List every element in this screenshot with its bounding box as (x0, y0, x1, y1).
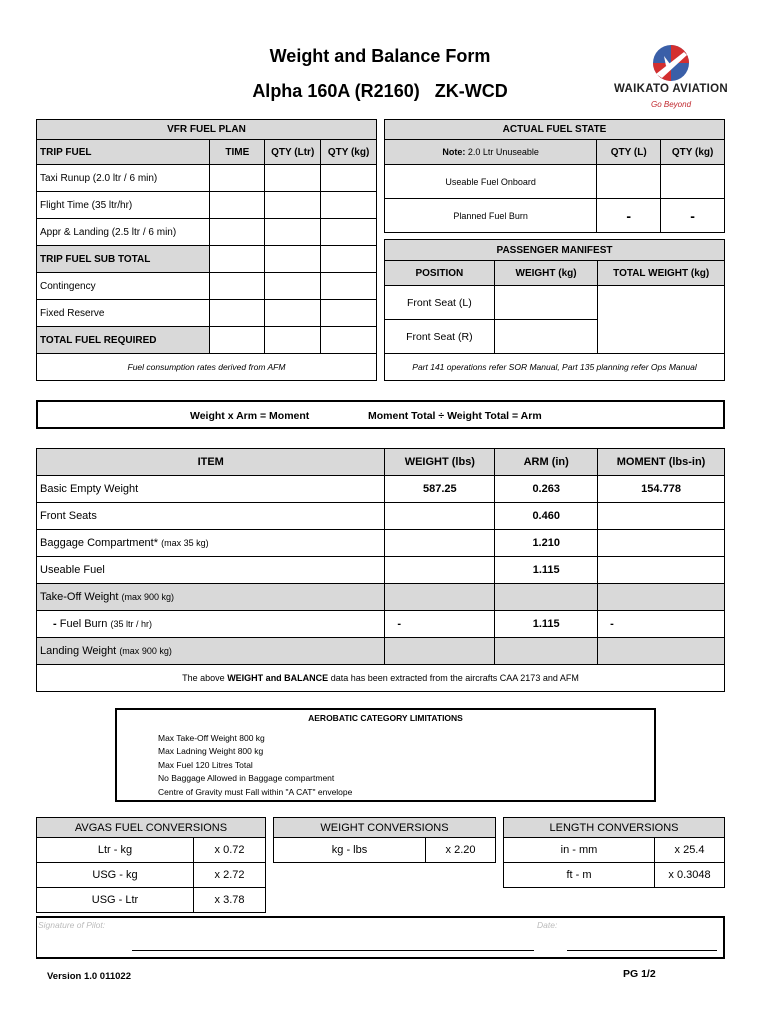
input-cell[interactable] (265, 165, 321, 192)
avgas-title: AVGAS FUEL CONVERSIONS (37, 818, 266, 838)
conv-label: kg - lbs (274, 838, 426, 863)
aerobatic-lines (158, 732, 352, 799)
row-appr-landing: Appr & Landing (2.5 ltr / 6 min) (37, 219, 210, 246)
aerobatic-line: Centre of Gravity must Fall within "A CAT" envelope (158, 786, 353, 797)
input-cell[interactable] (598, 584, 725, 611)
manifest-note: Part 141 operations refer SOR Manual, Part 135 planning refer Ops Manual (385, 354, 725, 381)
input-cell[interactable] (494, 286, 598, 320)
planned-burn-kg: - (661, 199, 725, 233)
input-cell[interactable] (210, 219, 265, 246)
length-conversions (503, 817, 725, 888)
weight-conversions (273, 817, 496, 863)
planned-burn-l: - (597, 199, 661, 233)
input-cell[interactable] (321, 246, 377, 273)
input-cell[interactable] (495, 638, 598, 665)
col-total-weight: TOTAL WEIGHT (kg) (598, 261, 725, 286)
input-cell[interactable] (661, 165, 725, 199)
input-cell[interactable] (210, 273, 265, 300)
input-cell[interactable] (321, 219, 377, 246)
vfr-fuel-plan (36, 119, 377, 381)
col-time: TIME (210, 140, 265, 165)
input-cell[interactable] (321, 192, 377, 219)
date-label: Date: (537, 920, 558, 930)
aerobatic-line: Max Ladning Weight 800 kg (158, 746, 264, 757)
signature-box (36, 916, 725, 959)
page-number: PG 1/2 (623, 968, 656, 980)
logo-tagline: Go Beyond (650, 100, 692, 109)
input-cell[interactable] (265, 327, 321, 354)
bew-moment: 154.778 (598, 476, 725, 503)
conv-label: in - mm (504, 838, 655, 863)
row-front-seat-r: Front Seat (R) (385, 320, 495, 354)
conv-factor: x 3.78 (194, 888, 266, 913)
row-planned-burn: Planned Fuel Burn (385, 199, 597, 233)
formula-box (36, 400, 725, 429)
input-cell[interactable] (210, 192, 265, 219)
aerobatic-line: Max Take-Off Weight 800 kg (158, 733, 265, 743)
col-qty-ltr: QTY (Ltr) (265, 140, 321, 165)
burn-arm: 1.115 (495, 611, 598, 638)
row-front-seats: Front Seats (37, 503, 385, 530)
input-cell[interactable] (210, 246, 265, 273)
form-title: Weight and Balance Form (269, 46, 491, 66)
row-total-fuel: TOTAL FUEL REQUIRED (37, 327, 210, 354)
row-taxi: Taxi Runup (2.0 ltr / 6 min) (37, 165, 210, 192)
conv-factor: x 2.72 (194, 863, 266, 888)
col-weight-kg: WEIGHT (kg) (494, 261, 598, 286)
input-cell[interactable] (321, 273, 377, 300)
input-cell[interactable] (265, 192, 321, 219)
bew-weight: 587.25 (385, 476, 495, 503)
row-basic-empty-weight: Basic Empty Weight (37, 476, 385, 503)
input-cell[interactable] (385, 638, 495, 665)
aircraft-subtitle: Alpha 160A (R2160) ZK-WCD (252, 81, 508, 101)
input-cell[interactable] (210, 300, 265, 327)
aerobatic-title: AEROBATIC CATEGORY LIMITATIONS (308, 713, 463, 723)
row-baggage: Baggage Compartment* (max 35 kg) (37, 530, 385, 557)
conv-label: Ltr - kg (37, 838, 194, 863)
weight-balance-table (36, 448, 725, 692)
conv-label: USG - kg (37, 863, 194, 888)
fuel-arm: 1.115 (495, 557, 598, 584)
input-cell[interactable] (265, 300, 321, 327)
bag-arm: 1.210 (495, 530, 598, 557)
logo-plane-icon (648, 44, 694, 84)
input-cell[interactable] (321, 300, 377, 327)
row-useable-fuel: Useable Fuel (37, 557, 385, 584)
signature-line[interactable] (132, 950, 534, 951)
fuel-state-note: Note: 2.0 Ltr Unuseable (385, 140, 597, 165)
avgas-conversions (36, 817, 266, 913)
input-cell[interactable] (598, 503, 725, 530)
fuel-plan-title: VFR FUEL PLAN (37, 120, 377, 140)
conv-label: USG - Ltr (37, 888, 194, 913)
conv-label: ft - m (504, 863, 655, 888)
input-cell[interactable] (385, 503, 495, 530)
conv-factor: x 2.20 (426, 838, 496, 863)
burn-moment: - (598, 611, 725, 638)
aerobatic-line: Max Fuel 120 Litres Total (158, 759, 253, 770)
col-trip-fuel: TRIP FUEL (37, 140, 210, 165)
input-cell[interactable] (385, 584, 495, 611)
date-line[interactable] (567, 950, 717, 951)
version-label: Version 1.0 011022 (47, 971, 131, 982)
row-landing-weight: Landing Weight (max 900 kg) (37, 638, 385, 665)
front-arm: 0.460 (495, 503, 598, 530)
formula-arm: Moment Total ÷ Weight Total = Arm (368, 410, 542, 422)
input-cell[interactable] (210, 327, 265, 354)
col-arm-in: ARM (in) (495, 449, 598, 476)
input-cell[interactable] (321, 327, 377, 354)
input-cell[interactable] (385, 557, 495, 584)
row-contingency: Contingency (37, 273, 210, 300)
aerobatic-limits-box (115, 708, 656, 802)
aerobatic-line: No Baggage Allowed in Baggage compartment (158, 773, 335, 784)
input-cell[interactable] (598, 557, 725, 584)
row-trip-subtotal: TRIP FUEL SUB TOTAL (37, 246, 210, 273)
input-cell[interactable] (494, 320, 598, 354)
row-fixed-reserve: Fixed Reserve (37, 300, 210, 327)
col-qty-kg: QTY (kg) (661, 140, 725, 165)
input-cell[interactable] (598, 638, 725, 665)
row-useable-fuel: Useable Fuel Onboard (385, 165, 597, 199)
input-cell[interactable] (597, 165, 661, 199)
row-flight-time: Flight Time (35 ltr/hr) (37, 192, 210, 219)
burn-weight: - (385, 611, 495, 638)
input-cell[interactable] (210, 165, 265, 192)
signature-label: Signature of Pilot: (38, 920, 106, 930)
col-position: POSITION (385, 261, 495, 286)
input-cell[interactable] (265, 219, 321, 246)
input-cell[interactable] (495, 584, 598, 611)
input-cell[interactable] (385, 530, 495, 557)
passenger-manifest (384, 239, 725, 381)
input-cell[interactable] (598, 530, 725, 557)
row-fuel-burn: - Fuel Burn (35 ltr / hr) (37, 611, 385, 638)
length-conv-title: LENGTH CONVERSIONS (504, 818, 725, 838)
logo-text: WAIKATO AVIATION (613, 83, 729, 95)
input-cell[interactable] (321, 165, 377, 192)
fuel-plan-note: Fuel consumption rates derived from AFM (37, 354, 377, 381)
conv-factor: x 0.72 (194, 838, 266, 863)
col-item: ITEM (37, 449, 385, 476)
col-weight-lbs: WEIGHT (lbs) (385, 449, 495, 476)
total-weight-cell[interactable] (598, 286, 725, 354)
fuel-state-title: ACTUAL FUEL STATE (385, 120, 725, 140)
formula-moment: Weight x Arm = Moment (190, 410, 310, 422)
bew-arm: 0.263 (495, 476, 598, 503)
actual-fuel-state (384, 119, 725, 233)
wb-source-note: The above WEIGHT and BALANCE data has been extracted from the aircrafts CAA 2173 and AFM (37, 665, 725, 692)
col-qty-kg: QTY (kg) (321, 140, 377, 165)
conv-factor: x 0.3048 (655, 863, 725, 888)
row-front-seat-l: Front Seat (L) (385, 286, 495, 320)
input-cell[interactable] (265, 246, 321, 273)
manifest-title: PASSENGER MANIFEST (385, 240, 725, 261)
conv-factor: x 25.4 (655, 838, 725, 863)
col-moment: MOMENT (lbs-in) (598, 449, 725, 476)
row-takeoff-weight: Take-Off Weight (max 900 kg) (37, 584, 385, 611)
col-qty-l: QTY (L) (597, 140, 661, 165)
weight-conv-title: WEIGHT CONVERSIONS (274, 818, 496, 838)
input-cell[interactable] (265, 273, 321, 300)
